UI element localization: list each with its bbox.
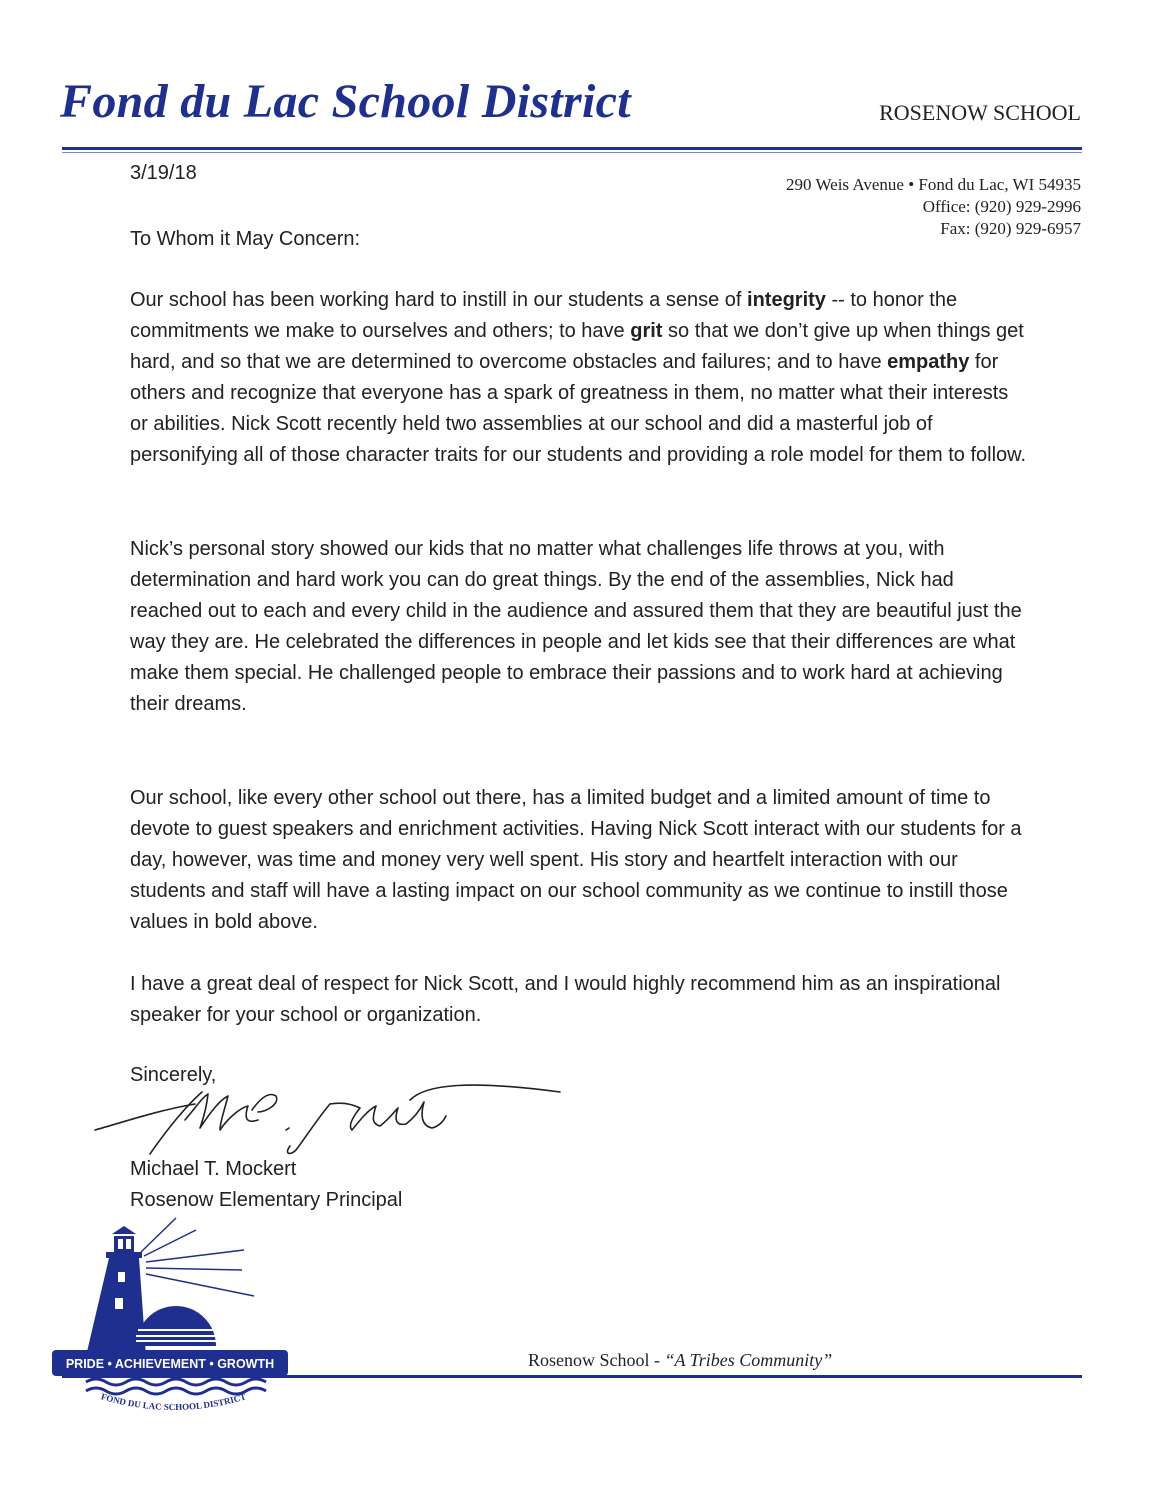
- signer-title: Rosenow Elementary Principal: [130, 1189, 403, 1211]
- lighthouse-icon: [86, 1218, 254, 1356]
- body-paragraph-2: Nick’s personal story showed our kids that no matter what challenges life throws at you, with determination and hard work you can do great things. By the end of the assemblies, Nick had reached out to each and every child in the audience and assured them that they are beautiful just the way they are. He celebrated the differences in people and let kids see that their differences are what make them special. He challenged people to embrace their passions and to work hard at achieving their dreams.: [130, 538, 1022, 715]
- school-name: ROSENOW SCHOOL: [879, 100, 1081, 125]
- footer-motto: “A Tribes Community”: [664, 1350, 833, 1370]
- bold-integrity: integrity: [747, 289, 826, 311]
- header-divider: [62, 147, 1082, 150]
- address-office-phone: Office: (920) 929-2996: [922, 197, 1081, 216]
- footer-divider: [62, 1375, 1082, 1378]
- p1-text-4: for others and recognize that everyone has a spark of greatness in them, no matter what their interests or abilities. Nick Scott recently held two assemblies at our school and did a masterful job of personifying all of those character traits for our students and providing a role model for them to follow.: [130, 351, 1027, 466]
- closing: Sincerely,: [130, 1064, 217, 1086]
- p1-text-3: so that we don’t give up when things get hard, and so that we are determined to overcome obstacles and failures; and to have: [130, 320, 1024, 373]
- address-street: 290 Weis Avenue • Fond du Lac, WI 54935: [786, 175, 1081, 194]
- p1-text-1: Our school has been working hard to instill in our students a sense of: [130, 289, 748, 311]
- body-paragraph-3: Our school, like every other school out there, has a limited budget and a limited amount of time to devote to guest speakers and enrichment activities. Having Nick Scott interact with our students for a day, however, was time and money very well spent. His story and heartfelt interaction with our students and staff will have a lasting impact on our school community as we continue to instill those values in bold above.: [130, 787, 1022, 933]
- bold-empathy: empathy: [887, 351, 970, 373]
- district-logo: [46, 1212, 306, 1442]
- logo-banner-text: PRIDE • ACHIEVEMENT • GROWTH: [65, 1357, 275, 1371]
- header-divider-thin: [62, 152, 1082, 153]
- handwritten-signature: [90, 1062, 570, 1162]
- body-paragraph-4: I have a great deal of respect for Nick Scott, and I would highly recommend him as an inspirational speaker for your school or organization.: [130, 973, 1001, 1026]
- bold-grit: grit: [630, 320, 663, 342]
- logo-arc-text: FOND DU LAC SCHOOL DISTRICT: [99, 1391, 248, 1413]
- signer-name: Michael T. Mockert: [130, 1158, 297, 1180]
- district-title: Fond du Lac School District: [60, 75, 631, 128]
- school-address: [786, 174, 1081, 240]
- footer-school: Rosenow School -: [528, 1350, 665, 1370]
- p1-text-2: -- to honor the commitments we make to ourselves and others; to have: [130, 289, 958, 342]
- salutation: To Whom it May Concern:: [130, 228, 361, 250]
- address-fax: Fax: (920) 929-6957: [940, 219, 1081, 238]
- footer-text: [528, 1350, 832, 1371]
- letter-date: 3/19/18: [130, 162, 197, 184]
- body-paragraph-1: [130, 285, 1030, 471]
